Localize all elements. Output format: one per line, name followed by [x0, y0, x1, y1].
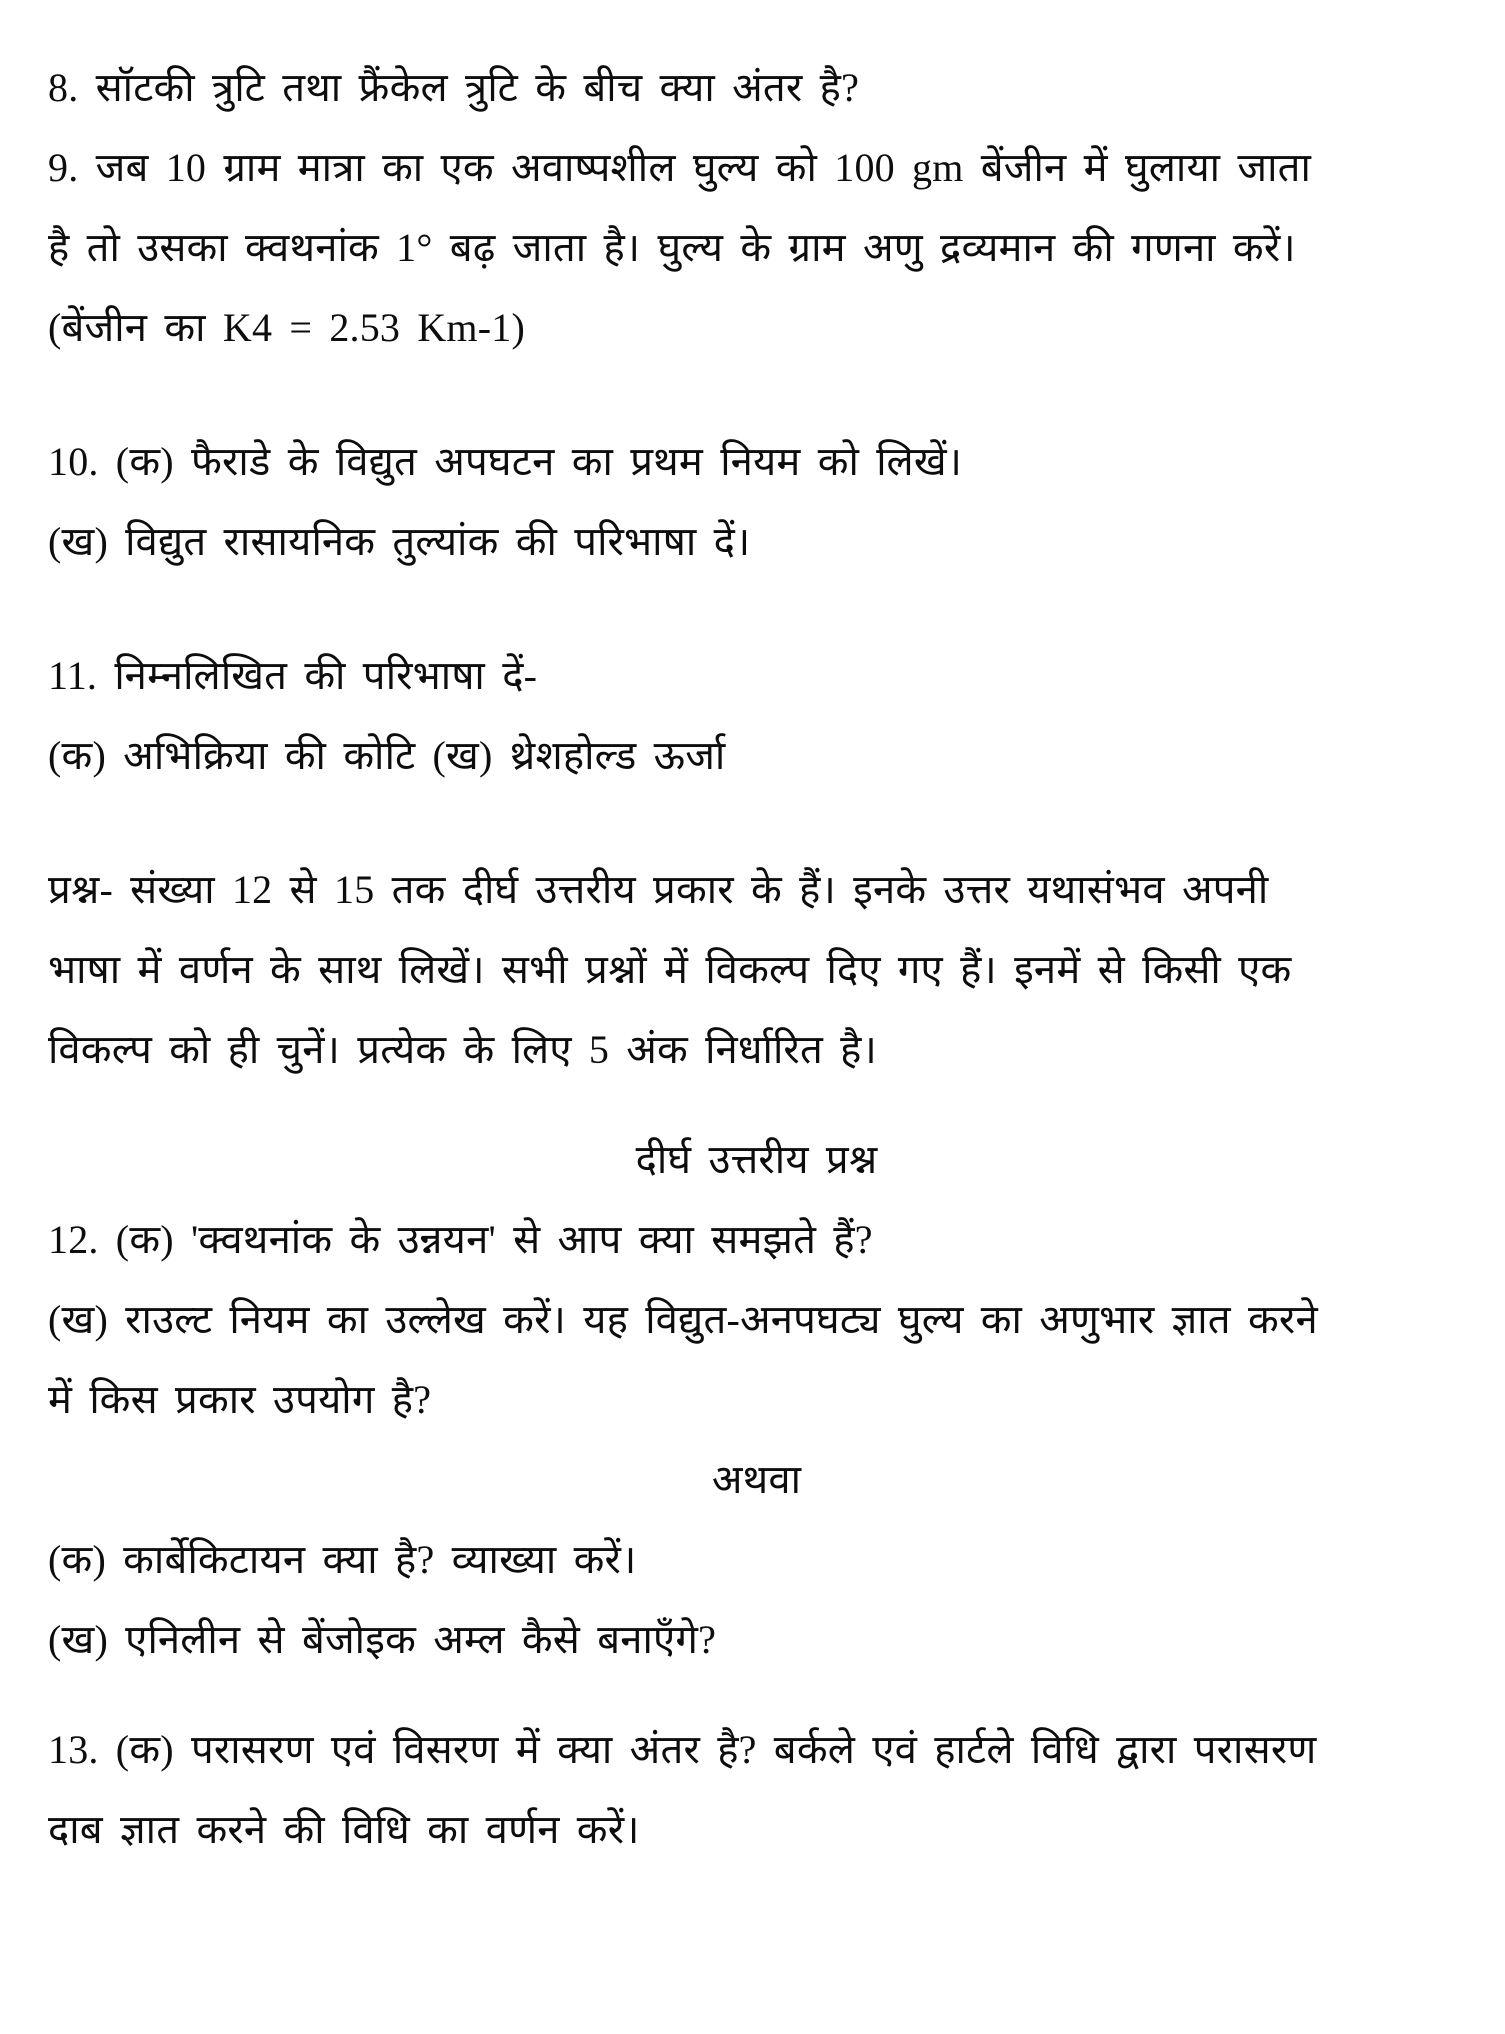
- question-11-parts: (क) अभिक्रिया की कोटि (ख) थ्रेशहोल्ड ऊर्जा: [48, 733, 726, 778]
- question-12-part-b-line-2: में किस प्रकार उपयोग है?: [48, 1377, 432, 1422]
- question-9-constant: (बेंजीन का K4 = 2.53 Km-1): [48, 305, 525, 350]
- question-10-part-a: 10. (क) फैराडे के विद्युत अपघटन का प्रथम नियम को लिखें।: [48, 439, 963, 484]
- instructions-line-2: भाषा में वर्णन के साथ लिखें। सभी प्रश्नों में विकल्प दिए गए हैं। इनमें से किसी एक: [48, 947, 1292, 992]
- question-12-part-b-line-1: (ख) राउल्ट नियम का उल्लेख करें। यह विद्युत-अनपघट्य घुल्य का अणुभार ज्ञात करने: [48, 1297, 1318, 1342]
- question-10-part-b: (ख) विद्युत रासायनिक तुल्यांक की परिभाषा दें।: [48, 519, 751, 564]
- question-12-alt-part-a: (क) कार्बेकिटायन क्या है? व्याख्या करें।: [48, 1537, 637, 1582]
- or-heading: अथवा: [711, 1457, 802, 1502]
- section-heading-long-answer: दीर्घ उत्तरीय प्रश्न: [635, 1137, 878, 1182]
- question-12-part-a: 12. (क) 'क्वथनांक के उन्नयन' से आप क्या समझते हैं?: [48, 1217, 873, 1262]
- instructions-line-3: विकल्प को ही चुनें। प्रत्येक के लिए 5 अंक निर्धारित है।: [48, 1027, 877, 1072]
- question-13-line-1: 13. (क) परासरण एवं विसरण में क्या अंतर है? बर्कले एवं हार्टले विधि द्वारा परासरण: [48, 1727, 1317, 1772]
- question-11: 11. निम्नलिखित की परिभाषा दें-: [48, 653, 538, 698]
- question-12-alt-part-b: (ख) एनिलीन से बेंजोइक अम्ल कैसे बनाएँगे?: [48, 1617, 717, 1662]
- question-13-line-2: दाब ज्ञात करने की विधि का वर्णन करें।: [48, 1807, 640, 1852]
- question-9-line-2: है तो उसका क्वथनांक 1° बढ़ जाता है। घुल्य के ग्राम अणु द्रव्यमान की गणना करें।: [48, 225, 1296, 270]
- instructions-line-1: प्रश्न- संख्या 12 से 15 तक दीर्घ उत्तरीय प्रकार के हैं। इनके उत्तर यथासंभव अपनी: [48, 867, 1269, 912]
- question-8: 8. सॉटकी त्रुटि तथा फ्रैंकेल त्रुटि के बीच क्या अंतर है?: [48, 65, 860, 110]
- question-9-line-1: 9. जब 10 ग्राम मात्रा का एक अवाष्पशील घुल्य को 100 gm बेंजीन में घुलाया जाता: [48, 145, 1312, 190]
